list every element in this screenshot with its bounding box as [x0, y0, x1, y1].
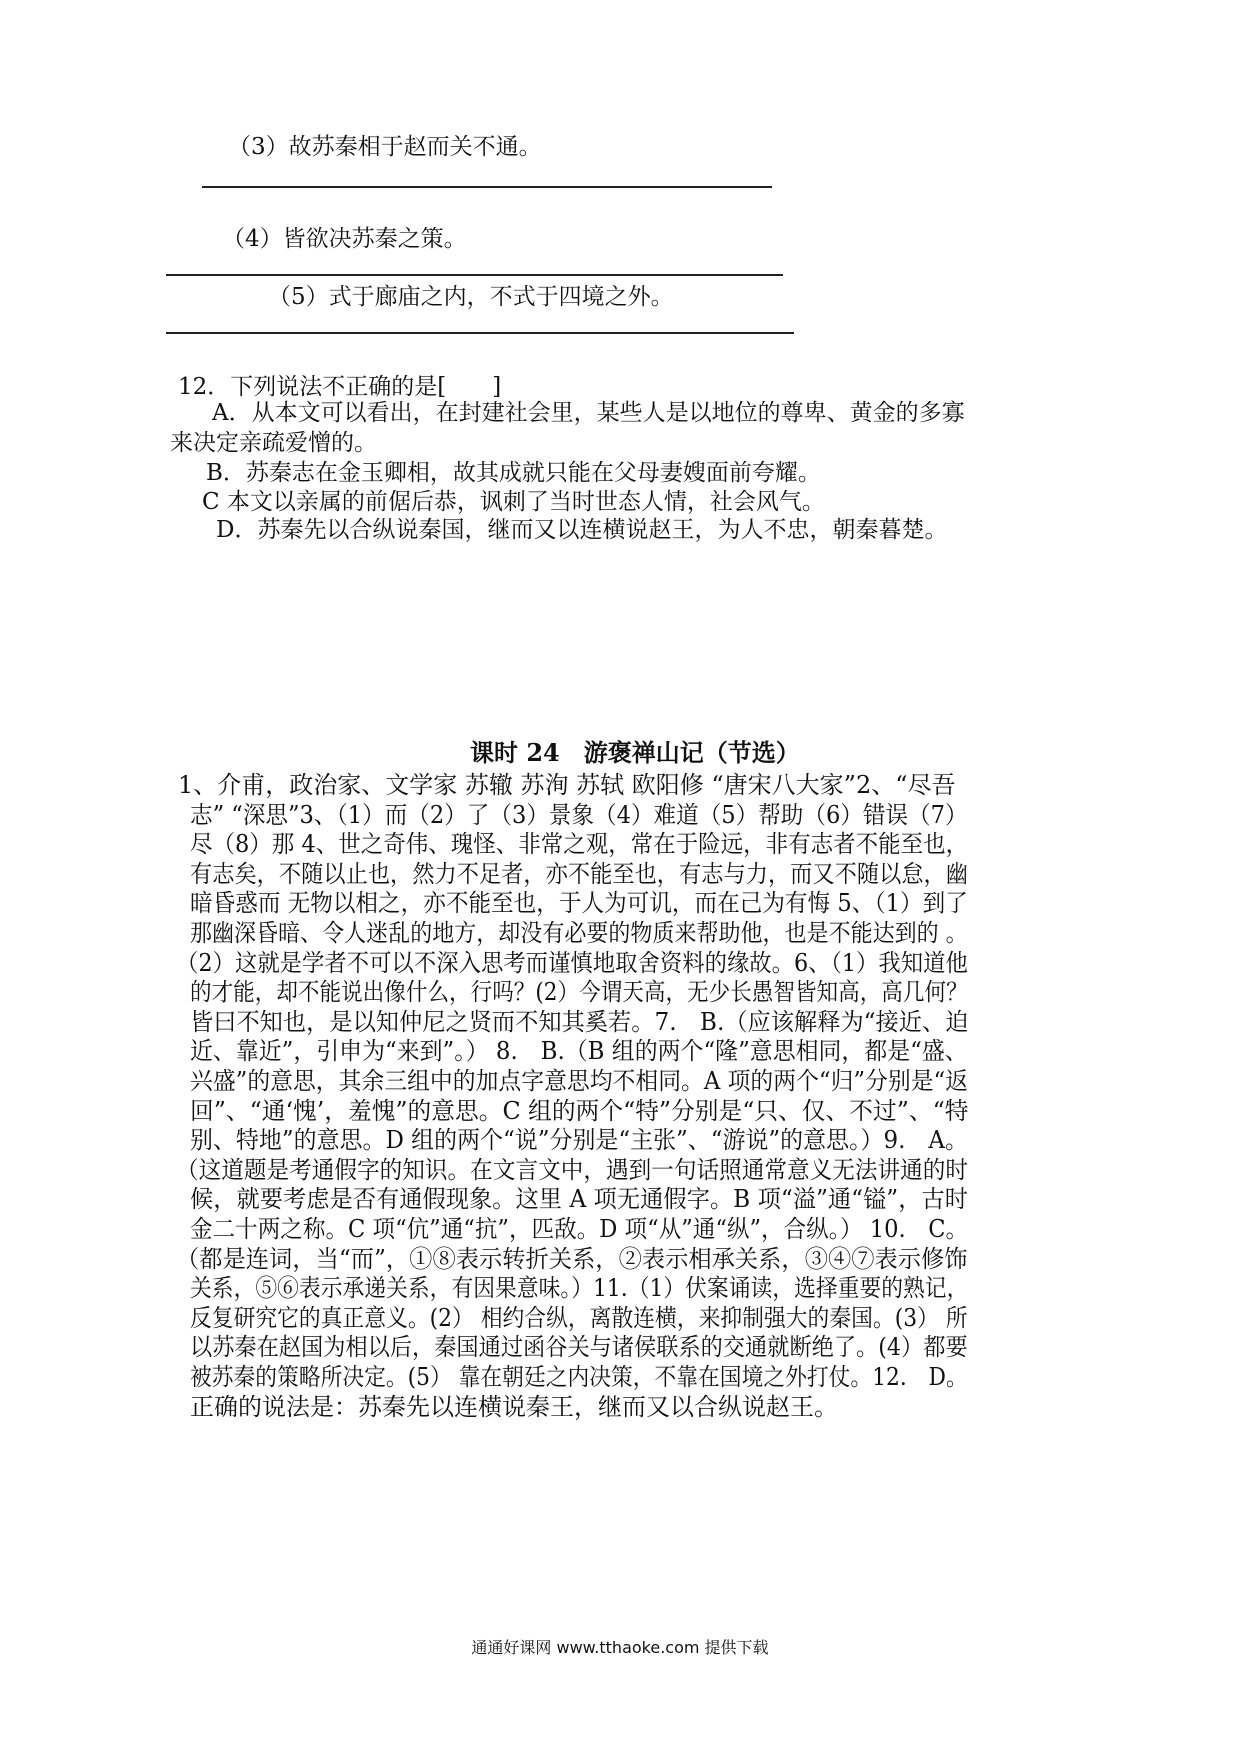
answer-item-5: （5）式于廊庙之内，不式于四境之外。: [268, 284, 674, 310]
lesson-line: 金二十两之称。C 项“伉”通“抗”，匹敌。D 项“从”通“纵”，合纵。） 10. C。: [190, 1215, 969, 1243]
lesson-line: 被苏秦的策略所决定。(5） 靠在朝廷之内决策，不靠在国境之外打仗。12. D。: [190, 1363, 968, 1391]
lesson-line: 暗昏惑而 无物以相之，亦不能至也，于人为可讥，而在己为有悔 5、（1）到了: [190, 889, 968, 918]
answer-line-3: [202, 186, 772, 188]
lesson-line: （2）这就是学者不可以不深入思考而谨慎地取舍资料的缘故。6、（1）我知道他: [176, 948, 968, 977]
lesson-line: （这道题是考通假字的知识。在文言文中，遇到一句话照通常意义无法讲通的时: [176, 1155, 969, 1184]
lesson-line: 反复研究它的真正意义。(2） 相约合纵，离散连横，来抑制强大的秦国。(3） 所: [190, 1303, 968, 1332]
question-12-option-c: C 本文以亲属的前倨后恭，讽刺了当时世态人情，社会风气。: [202, 489, 825, 515]
lesson-line: 兴盛”的意思，其余三组中的加点字意思均不相同。A 项的两个“归”分别是“返: [190, 1067, 969, 1095]
lesson-line: 回”、“通‘愧’，羞愧”的意思。C 组的两个“特”分别是“只、仅、不过”、“特: [190, 1096, 969, 1125]
question-12-option-b: B．苏秦志在金玉卿相，故其成就只能在父母妻嫂面前夸耀。: [206, 460, 821, 486]
lesson-line: 那幽深昏暗、令人迷乱的地方，却没有必要的物质来帮助他，也是不能达到的 。: [190, 919, 968, 947]
lesson-line: 1、介甫，政治家、文学家 苏辙 苏洵 苏轼 欧阳修 “唐宋八大家”2、“尽吾: [178, 771, 956, 799]
lesson-line: 志” “深思”3、（1）而（2）了（3）景象（4）难道（5）帮助（6）错误（7）: [190, 800, 968, 829]
question-12-option-a-cont: 来决定亲疏爱憎的。: [170, 430, 377, 456]
lesson-line: 以苏秦在赵国为相以后，秦国通过函谷关与诸侯联系的交通就断绝了。(4）都要: [190, 1333, 968, 1362]
lesson-line: 正确的说法是：苏秦先以连横说秦王，继而又以合纵说赵王。: [190, 1392, 838, 1421]
lesson-line: 皆曰不知也，是以知仲尼之贤而不知其奚若。7. B.（应该解释为“接近、迫: [190, 1007, 969, 1036]
lesson-line: 尽（8）那 4、世之奇伟、瑰怪、非常之观，常在于险远，非有志者不能至也，: [190, 830, 969, 859]
question-12-option-d: D．苏秦先以合纵说秦国，继而又以连横说赵王，为人不忠，朝秦暮楚。: [216, 517, 948, 543]
question-12-option-a: A．从本文可以看出，在封建社会里，某些人是以地位的尊卑、黄金的多寡: [212, 400, 965, 426]
footer-credit: 通通好课网 www.tthaoke.com 提供下载: [471, 1638, 769, 1657]
lesson-line: 有志矣，不随以止也，然力不足者，亦不能至也，有志与力，而又不随以怠，幽: [190, 859, 969, 888]
answer-line-4: [166, 274, 783, 276]
answer-item-4: （4）皆欲决苏秦之策。: [222, 226, 467, 252]
lesson-line: 的才能，却不能说出像什么，行吗？(2）今谓天高，无少长愚智皆知高，高几何？: [190, 978, 968, 1007]
answer-line-5: [166, 332, 794, 334]
lesson-line: 近、靠近”，引申为“来到”。） 8. B.（B 组的两个“隆”意思相同，都是“盛、: [190, 1037, 968, 1066]
lesson-line: 别、特地”的意思。D 组的两个“说”分别是“主张”、“游说”的意思。）9. A。: [190, 1126, 968, 1155]
lesson-line: 候，就要考虑是否有通假现象。这里 A 项无通假字。B 项“溢”通“镒”，古时: [190, 1185, 968, 1214]
lesson-line: （都是连词，当“而”，①⑧表示转折关系，②表示相承关系，③④⑦表示修饰: [176, 1244, 968, 1273]
lesson-line: 关系，⑤⑥表示承递关系，有因果意味。）11.（1）伏案诵读，选择重要的熟记，: [190, 1274, 969, 1303]
answer-item-3: （3）故苏秦相于赵而关不通。: [228, 134, 542, 160]
question-12-stem: 12．下列说法不正确的是[ ]: [178, 374, 502, 400]
lesson-title: 课时 24 游褒禅山记（节选）: [470, 738, 800, 767]
